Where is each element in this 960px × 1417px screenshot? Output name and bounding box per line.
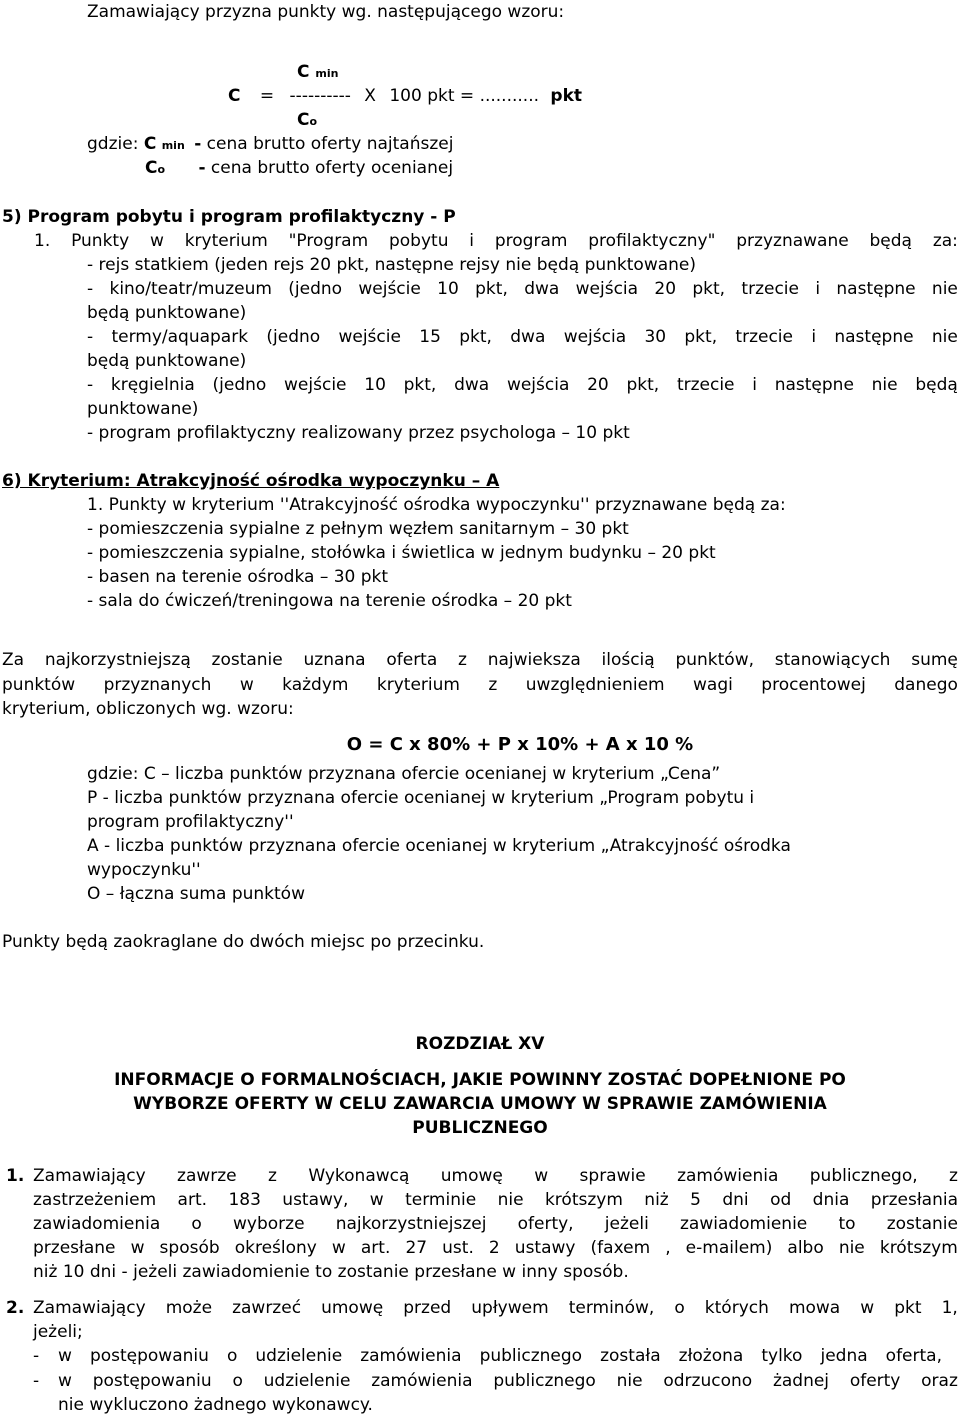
word: uznana bbox=[303, 650, 366, 670]
word: trzecie bbox=[741, 279, 799, 299]
word: zawrzeć bbox=[232, 1298, 302, 1318]
rounding-note: Punkty będą zaokraglane do dwóch miejsc po przecinku. bbox=[2, 932, 485, 952]
formula-c-symbol: C bbox=[228, 86, 241, 106]
bullet-dash: - bbox=[33, 1371, 40, 1391]
word: zastrzeżeniem bbox=[33, 1190, 157, 1210]
word: nie bbox=[838, 1238, 865, 1258]
summary-line bbox=[2, 648, 958, 672]
word: udzielenie bbox=[255, 1346, 343, 1366]
word: w bbox=[369, 1190, 384, 1210]
word: punktów, bbox=[675, 650, 755, 670]
word: sposób bbox=[159, 1238, 220, 1258]
section-6-heading: 6) Kryterium: Atrakcyjność ośrodka wypoczynku – A bbox=[2, 471, 500, 491]
word: została bbox=[600, 1346, 661, 1366]
word: umowę bbox=[321, 1298, 384, 1318]
word: żadnej bbox=[772, 1371, 830, 1391]
formula-legend-min bbox=[87, 132, 453, 158]
word: dnia bbox=[812, 1190, 850, 1210]
point-1-line bbox=[33, 1164, 958, 1188]
word: trzecie bbox=[676, 375, 735, 395]
section-6-line: - pomieszczenia sypialne z pełnym węzłem sanitarnym – 30 pkt bbox=[87, 519, 629, 539]
formula-times: X bbox=[364, 86, 376, 106]
word: (jedno bbox=[212, 375, 267, 395]
word: od bbox=[770, 1190, 792, 1210]
section-6-line: - basen na terenie ośrodka – 30 pkt bbox=[87, 567, 389, 587]
word: pobytu bbox=[388, 231, 449, 251]
word: Za bbox=[2, 650, 25, 670]
bullet-text bbox=[58, 1344, 942, 1368]
summary-line: kryterium, obliczonych wg. wzoru: bbox=[2, 699, 294, 719]
section-5-line: będą punktowane) bbox=[87, 351, 247, 371]
word: ust. bbox=[442, 1238, 474, 1258]
word: zawiadomienie bbox=[679, 1214, 808, 1234]
chapter-title-line: WYBORZE OFERTY W CELU ZAWARCIA UMOWY W SPRAWIE ZAMÓWIENIA bbox=[133, 1094, 827, 1114]
word: których bbox=[704, 1298, 769, 1318]
word: procentowej bbox=[761, 675, 866, 695]
legend-text: cena brutto oferty ocenianej bbox=[210, 158, 454, 178]
word: oferta, bbox=[885, 1346, 942, 1366]
section-5-line: - rejs statkiem (jeden rejs 20 pkt, następne rejsy nie będą punktowane) bbox=[87, 255, 697, 275]
word: nie bbox=[497, 1190, 524, 1210]
point-number: 2. bbox=[6, 1298, 25, 1318]
word: przyznawane bbox=[736, 231, 849, 251]
word: nie bbox=[871, 375, 898, 395]
word: wejścia bbox=[506, 375, 570, 395]
word: 27 bbox=[405, 1238, 428, 1258]
formula-definition: P - liczba punktów przyznana ofercie ocenianej w kryterium „Program pobytu i bbox=[87, 788, 755, 808]
word: publicznego, bbox=[809, 1166, 918, 1186]
word: punktów bbox=[2, 675, 76, 695]
point-1-line bbox=[33, 1236, 958, 1260]
word: i bbox=[469, 231, 475, 251]
word: kręgielnia bbox=[110, 375, 195, 395]
word: pkt, bbox=[475, 279, 508, 299]
word: wyborze bbox=[233, 1214, 305, 1234]
word: z bbox=[488, 675, 498, 695]
word: w bbox=[239, 675, 254, 695]
word: przesłania bbox=[870, 1190, 958, 1210]
word: 10 bbox=[364, 375, 386, 395]
section-5-line: - program profilaktyczny realizowany przez psychologa – 10 pkt bbox=[87, 423, 630, 443]
word: zawrze bbox=[177, 1166, 237, 1186]
word: oferty, bbox=[517, 1214, 574, 1234]
word: Zamawiający bbox=[33, 1298, 146, 1318]
formula-numerator bbox=[297, 60, 338, 86]
word: trzecie bbox=[735, 327, 793, 347]
section-5-line bbox=[87, 373, 958, 397]
word: ustawy bbox=[514, 1238, 576, 1258]
section-5-line: będą punktowane) bbox=[87, 303, 247, 323]
chapter-number: ROZDZIAŁ XV bbox=[415, 1034, 545, 1054]
word: pkt, bbox=[684, 327, 718, 347]
word: sprawie bbox=[579, 1166, 646, 1186]
word: wejścia bbox=[575, 279, 639, 299]
word: termy/aquapark bbox=[111, 327, 249, 347]
word: "Program bbox=[288, 231, 369, 251]
word: uwzględnieniem bbox=[525, 675, 665, 695]
word: dwa bbox=[510, 327, 546, 347]
word: to bbox=[838, 1214, 856, 1234]
word: najkorzystniejszej bbox=[335, 1214, 487, 1234]
formula-definition: program profilaktyczny'' bbox=[87, 812, 294, 832]
word: i bbox=[811, 327, 817, 347]
word: dwa bbox=[454, 375, 490, 395]
formula-main-line bbox=[228, 84, 582, 108]
word: w bbox=[149, 231, 164, 251]
word: zawiadomienia bbox=[33, 1214, 161, 1234]
word: w bbox=[130, 1238, 145, 1258]
word: art. bbox=[360, 1238, 391, 1258]
word: Punkty bbox=[71, 231, 130, 251]
formula-definition: O – łączna suma punktów bbox=[87, 884, 305, 904]
section-5-line bbox=[87, 277, 958, 301]
section-5-line: punktowane) bbox=[87, 399, 199, 419]
word: zamówienia bbox=[371, 1371, 473, 1391]
word: nie bbox=[616, 1371, 643, 1391]
word: jedna bbox=[820, 1346, 868, 1366]
word: przyznanych bbox=[103, 675, 212, 695]
word: wagi bbox=[693, 675, 733, 695]
word: - bbox=[87, 327, 94, 347]
intro-text: Zamawiający przyzna punkty wg. następującego wzoru: bbox=[87, 2, 565, 22]
word: krótszym bbox=[544, 1190, 623, 1210]
word: najwieksza bbox=[487, 650, 581, 670]
word: nie bbox=[931, 327, 958, 347]
word: kino/teatr/muzeum bbox=[109, 279, 272, 299]
word: nie bbox=[931, 279, 958, 299]
word: pkt, bbox=[626, 375, 660, 395]
legend-c-symbol: C bbox=[143, 134, 157, 154]
word: przesłane bbox=[33, 1238, 116, 1258]
word: terminie bbox=[405, 1190, 477, 1210]
word: stanowiących bbox=[774, 650, 891, 670]
word: 10 bbox=[437, 279, 459, 299]
word: odrzucono bbox=[663, 1371, 753, 1391]
legend-dash: - bbox=[198, 158, 206, 178]
section-6-line: 1. Punkty w kryterium ''Atrakcyjność ośrodka wypoczynku'' przyznawane będą za: bbox=[87, 495, 786, 515]
word: pkt bbox=[894, 1298, 922, 1318]
word: oferta bbox=[386, 650, 438, 670]
word: tylko bbox=[761, 1346, 803, 1366]
legend-dash: - bbox=[194, 134, 202, 154]
word: zostanie bbox=[886, 1214, 958, 1234]
word: publicznego bbox=[493, 1371, 596, 1391]
word: sumę bbox=[911, 650, 958, 670]
word: pkt, bbox=[403, 375, 437, 395]
point-1-line bbox=[33, 1188, 958, 1212]
word: 15 bbox=[419, 327, 441, 347]
word: o bbox=[226, 1346, 238, 1366]
word: danego bbox=[894, 675, 958, 695]
formula-rest: 100 pkt = ........... bbox=[389, 86, 540, 106]
word: określony bbox=[234, 1238, 317, 1258]
word: jeżeli bbox=[604, 1214, 649, 1234]
word: pkt, bbox=[692, 279, 726, 299]
formula-legend-o bbox=[145, 156, 453, 182]
word: o bbox=[232, 1371, 243, 1391]
word: pkt, bbox=[459, 327, 492, 347]
point-1-line bbox=[33, 1212, 958, 1236]
bullet-dash: - bbox=[33, 1346, 40, 1366]
word: (jedno bbox=[288, 279, 343, 299]
word: zamówienia bbox=[677, 1166, 779, 1186]
word: upływem bbox=[471, 1298, 549, 1318]
section-6-line: - pomieszczenia sypialne, stołówka i świetlica w jednym budynku – 20 pkt bbox=[87, 543, 716, 563]
word: zostanie bbox=[211, 650, 283, 670]
bullet-text: nie wykluczono żadnego wykonawcy. bbox=[58, 1395, 373, 1415]
word: w bbox=[331, 1238, 346, 1258]
legend-o-subscript: o bbox=[157, 163, 166, 176]
word: krótszym bbox=[879, 1238, 958, 1258]
word: 2 bbox=[488, 1238, 500, 1258]
word: i bbox=[815, 279, 821, 299]
word: program bbox=[494, 231, 568, 251]
formula-pkt: pkt bbox=[550, 86, 583, 106]
word: niż bbox=[644, 1190, 669, 1210]
word: wejścia bbox=[563, 327, 627, 347]
word: będą bbox=[915, 375, 958, 395]
word: - bbox=[87, 279, 94, 299]
summary-line bbox=[2, 673, 958, 697]
bullet-text bbox=[58, 1369, 958, 1393]
word: oferty bbox=[849, 1371, 901, 1391]
word: postępowaniu bbox=[89, 1346, 209, 1366]
chapter-title-line: INFORMACJE O FORMALNOŚCIACH, JAKIE POWINNY ZOSTAĆ DOPEŁNIONE PO bbox=[114, 1070, 846, 1090]
word: dwa bbox=[524, 279, 560, 299]
section-5-line bbox=[34, 229, 958, 253]
legend-min-subscript: min bbox=[161, 139, 185, 152]
word: następne bbox=[774, 375, 854, 395]
word: i bbox=[752, 375, 757, 395]
point-number: 1. bbox=[6, 1166, 25, 1186]
word: z bbox=[949, 1166, 958, 1186]
legend-c-symbol: C bbox=[145, 158, 158, 178]
word: (jedno bbox=[266, 327, 321, 347]
word: 20 bbox=[654, 279, 677, 299]
word: wejście bbox=[284, 375, 347, 395]
word: 5 bbox=[690, 1190, 701, 1210]
word: za: bbox=[932, 231, 958, 251]
word: , bbox=[665, 1238, 671, 1258]
formula-definition: gdzie: C – liczba punktów przyznana ofercie ocenianej w kryterium „Cena” bbox=[87, 764, 721, 784]
formula-definition: wypoczynku'' bbox=[87, 860, 201, 880]
word: 20 bbox=[587, 375, 609, 395]
word: w bbox=[860, 1298, 875, 1318]
point-1-line: niż 10 dni - jeżeli zawiadomienie to zostanie przesłane w inny sposób. bbox=[33, 1262, 629, 1282]
word: Wykonawcą bbox=[308, 1166, 410, 1186]
word: następne bbox=[834, 327, 914, 347]
formula-c-symbol: C bbox=[297, 110, 310, 130]
word: o bbox=[674, 1298, 685, 1318]
word: dni bbox=[722, 1190, 749, 1210]
word: z bbox=[268, 1166, 277, 1186]
word: albo bbox=[787, 1238, 824, 1258]
word: 1, bbox=[941, 1298, 958, 1318]
word: wejście bbox=[338, 327, 401, 347]
section-5-heading: 5) Program pobytu i program profilaktyczny - P bbox=[2, 207, 456, 227]
point-2-line bbox=[33, 1296, 958, 1320]
word: będą bbox=[869, 231, 912, 251]
word: ilością bbox=[601, 650, 655, 670]
formula-c-symbol: C bbox=[297, 62, 310, 82]
word: art. bbox=[177, 1190, 208, 1210]
word: e-mailem) bbox=[685, 1238, 773, 1258]
word: oraz bbox=[921, 1371, 958, 1391]
chapter-title-line: PUBLICZNEGO bbox=[412, 1118, 548, 1138]
word: zamówienia bbox=[360, 1346, 462, 1366]
formula-denominator bbox=[297, 108, 317, 134]
word: publicznego bbox=[479, 1346, 583, 1366]
section-5-line bbox=[87, 325, 958, 349]
word: profilaktyczny" bbox=[588, 231, 716, 251]
word: następne bbox=[836, 279, 916, 299]
word: udzielenie bbox=[263, 1371, 351, 1391]
word: (faxem bbox=[590, 1238, 651, 1258]
word: 30 bbox=[644, 327, 667, 347]
word: wejście bbox=[358, 279, 421, 299]
word: - bbox=[87, 375, 94, 395]
word: ustawy, bbox=[282, 1190, 349, 1210]
word: w bbox=[58, 1371, 72, 1391]
word: złożona bbox=[678, 1346, 744, 1366]
word: najkorzystniejszą bbox=[44, 650, 191, 670]
formula-min-subscript: min bbox=[315, 67, 339, 80]
legend-text: cena brutto oferty najtańszej bbox=[206, 134, 454, 154]
word: kryterium bbox=[376, 675, 460, 695]
word: Zamawiający bbox=[33, 1166, 146, 1186]
word: może bbox=[165, 1298, 213, 1318]
formula-o-subscript: o bbox=[309, 115, 318, 128]
where-prefix: gdzie: bbox=[87, 134, 139, 154]
word: 1. bbox=[34, 231, 51, 251]
formula-equals: = bbox=[259, 86, 275, 106]
word: w bbox=[58, 1346, 72, 1366]
word: mowa bbox=[788, 1298, 841, 1318]
word: w bbox=[534, 1166, 549, 1186]
word: terminów, bbox=[568, 1298, 655, 1318]
word: umowę bbox=[440, 1166, 503, 1186]
formula-fraction-bar: ---------- bbox=[289, 86, 351, 106]
word: 183 bbox=[228, 1190, 261, 1210]
word: każdym bbox=[282, 675, 349, 695]
total-score-formula: O = C x 80% + P x 10% + A x 10 % bbox=[346, 734, 694, 755]
section-6-line: - sala do ćwiczeń/treningowa na terenie ośrodka – 20 pkt bbox=[87, 591, 572, 611]
formula-definition: A - liczba punktów przyznana ofercie ocenianej w kryterium „Atrakcyjność ośrodka bbox=[87, 836, 791, 856]
word: postępowaniu bbox=[92, 1371, 212, 1391]
word: o bbox=[191, 1214, 202, 1234]
word: przed bbox=[403, 1298, 452, 1318]
word: z bbox=[458, 650, 467, 670]
word: kryterium bbox=[184, 231, 268, 251]
point-2-line: jeżeli; bbox=[33, 1322, 83, 1342]
